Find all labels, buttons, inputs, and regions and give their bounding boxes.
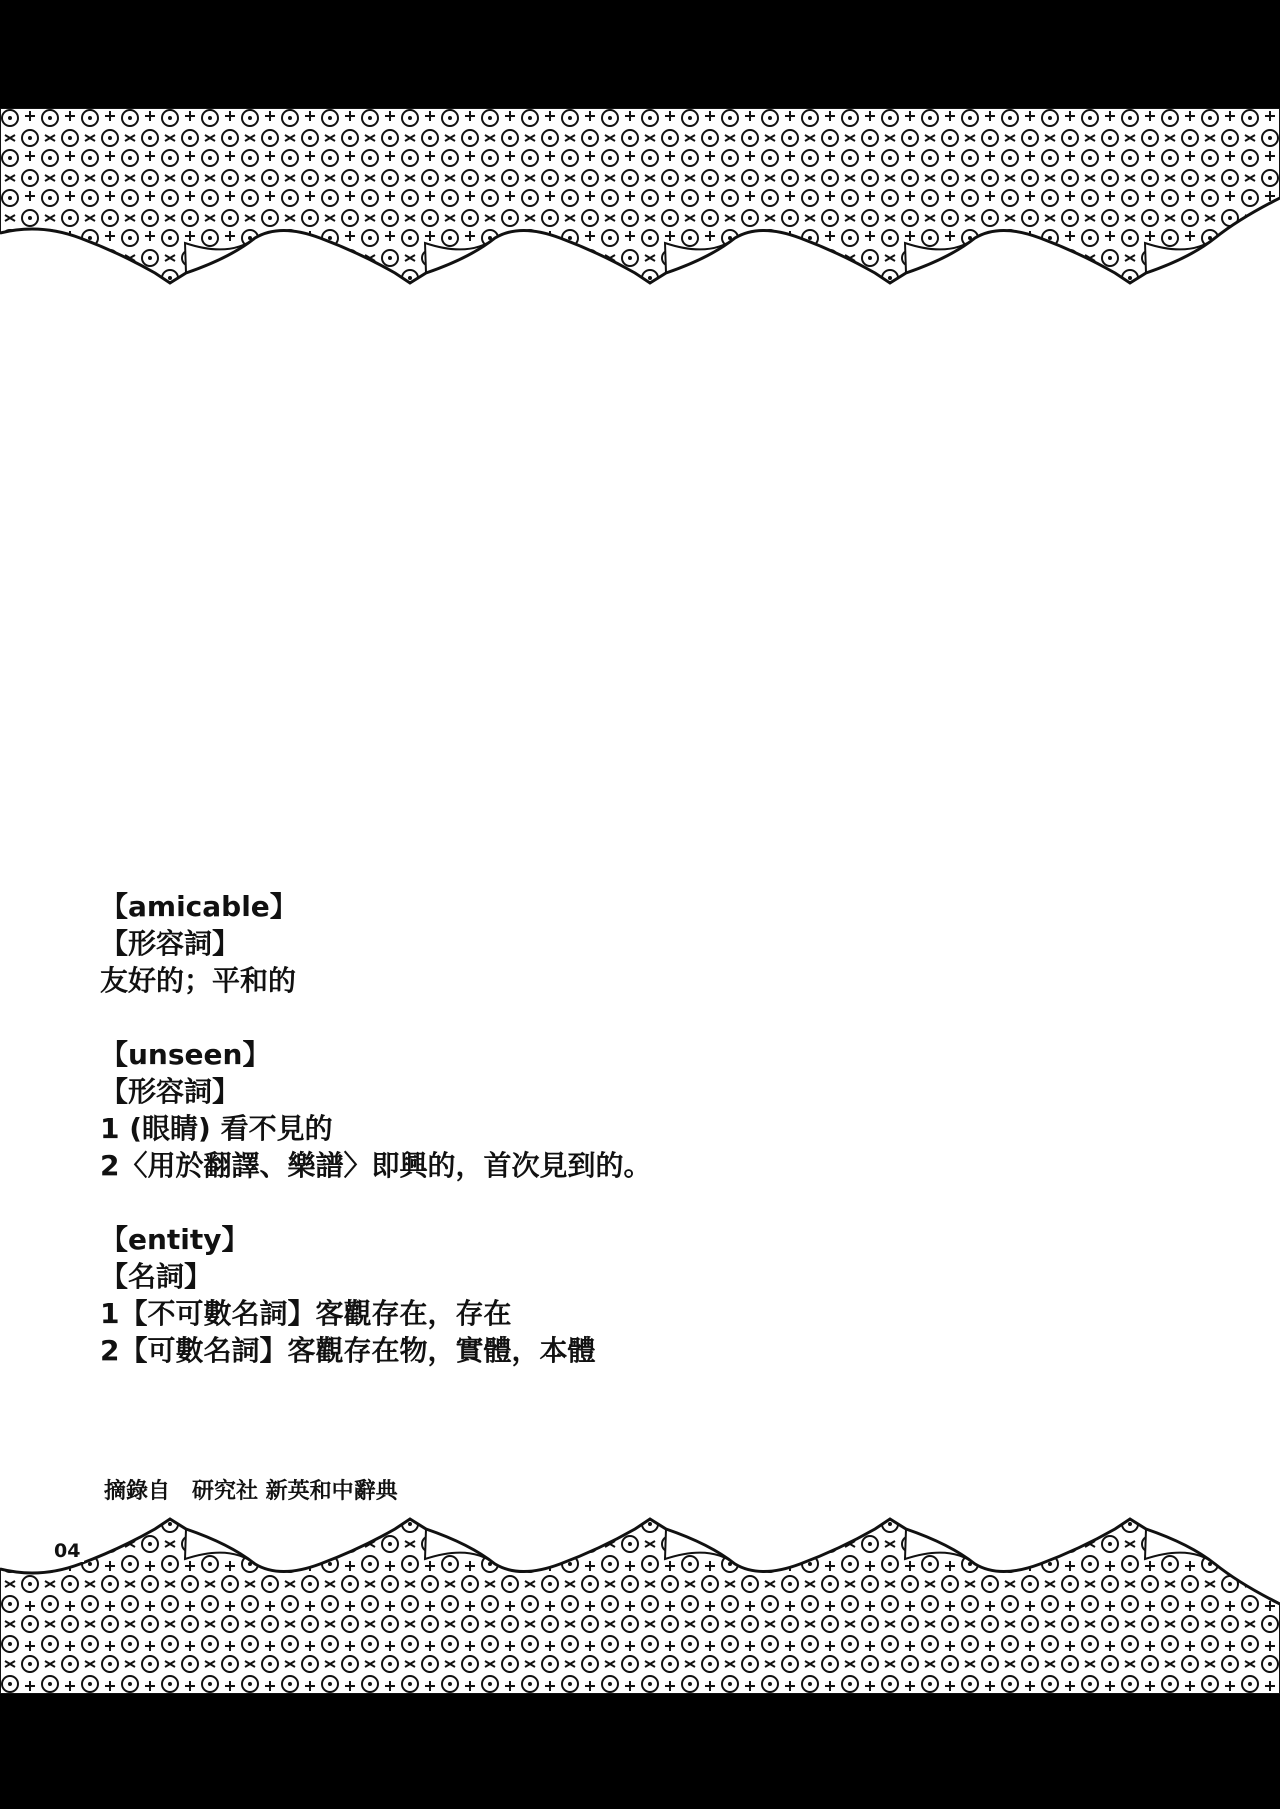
entry-part-of-speech: 【形容詞】 <box>100 927 241 960</box>
lace-border-top <box>0 108 1280 308</box>
lace-pattern-bottom <box>0 1494 1280 1694</box>
document-page <box>0 108 1280 1694</box>
entry-definition: 1【不可數名詞】客觀存在，存在 <box>100 1297 512 1330</box>
entry-word: 【unseen】 <box>100 1038 271 1071</box>
dictionary-entry <box>100 1036 1200 1184</box>
entry-word: 【amicable】 <box>100 890 298 923</box>
page-number: 04 <box>50 1540 84 1562</box>
entry-part-of-speech: 【形容詞】 <box>100 1075 241 1108</box>
lace-border-bottom <box>0 1494 1280 1694</box>
entry-definition: 1 (眼睛) 看不見的 <box>100 1112 333 1145</box>
lace-pattern-top <box>0 108 1280 308</box>
dictionary-entry <box>100 888 1200 999</box>
entry-definition: 2【可數名詞】客觀存在物，實體，本體 <box>100 1334 596 1367</box>
dictionary-entries <box>100 888 1200 1406</box>
source-citation: 摘錄自 研究社 新英和中辭典 <box>104 1479 398 1504</box>
entry-part-of-speech: 【名詞】 <box>100 1260 213 1293</box>
entry-definition: 友好的；平和的 <box>100 964 297 997</box>
dictionary-entry <box>100 1221 1200 1369</box>
entry-definition: 2〈用於翻譯、樂譜〉即興的，首次見到的。 <box>100 1149 652 1182</box>
entry-word: 【entity】 <box>100 1223 250 1256</box>
